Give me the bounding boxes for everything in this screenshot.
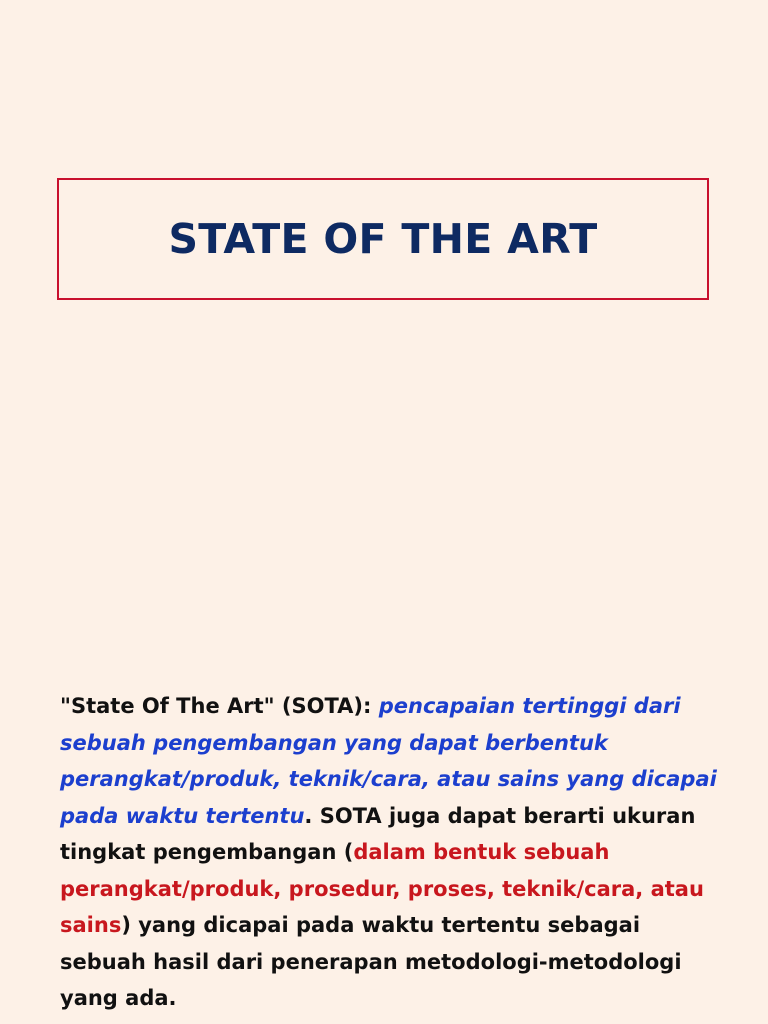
slide-title: STATE OF THE ART <box>168 215 598 263</box>
paragraph-middle: . SOTA juga dapat berarti ukuran tingkat pengembangan ( <box>60 803 696 864</box>
body-paragraph <box>60 688 720 1017</box>
title-box <box>57 178 709 300</box>
definition-text: pencapaian tertinggi dari sebuah pengembangan yang dapat berbentuk perangkat/produk, teknik/cara, atau sains yang dicapai pada waktu tertentu <box>60 694 717 828</box>
highlight-text: dalam bentuk sebuah perangkat/produk, prosedur, proses, teknik/cara, atau sains <box>60 840 704 937</box>
paragraph-intro: "State Of The Art" (SOTA): <box>60 694 379 718</box>
paragraph-end: ) yang dicapai pada waktu tertentu sebagai sebuah hasil dari penerapan metodologi-metodologi yang ada. <box>60 913 682 1010</box>
